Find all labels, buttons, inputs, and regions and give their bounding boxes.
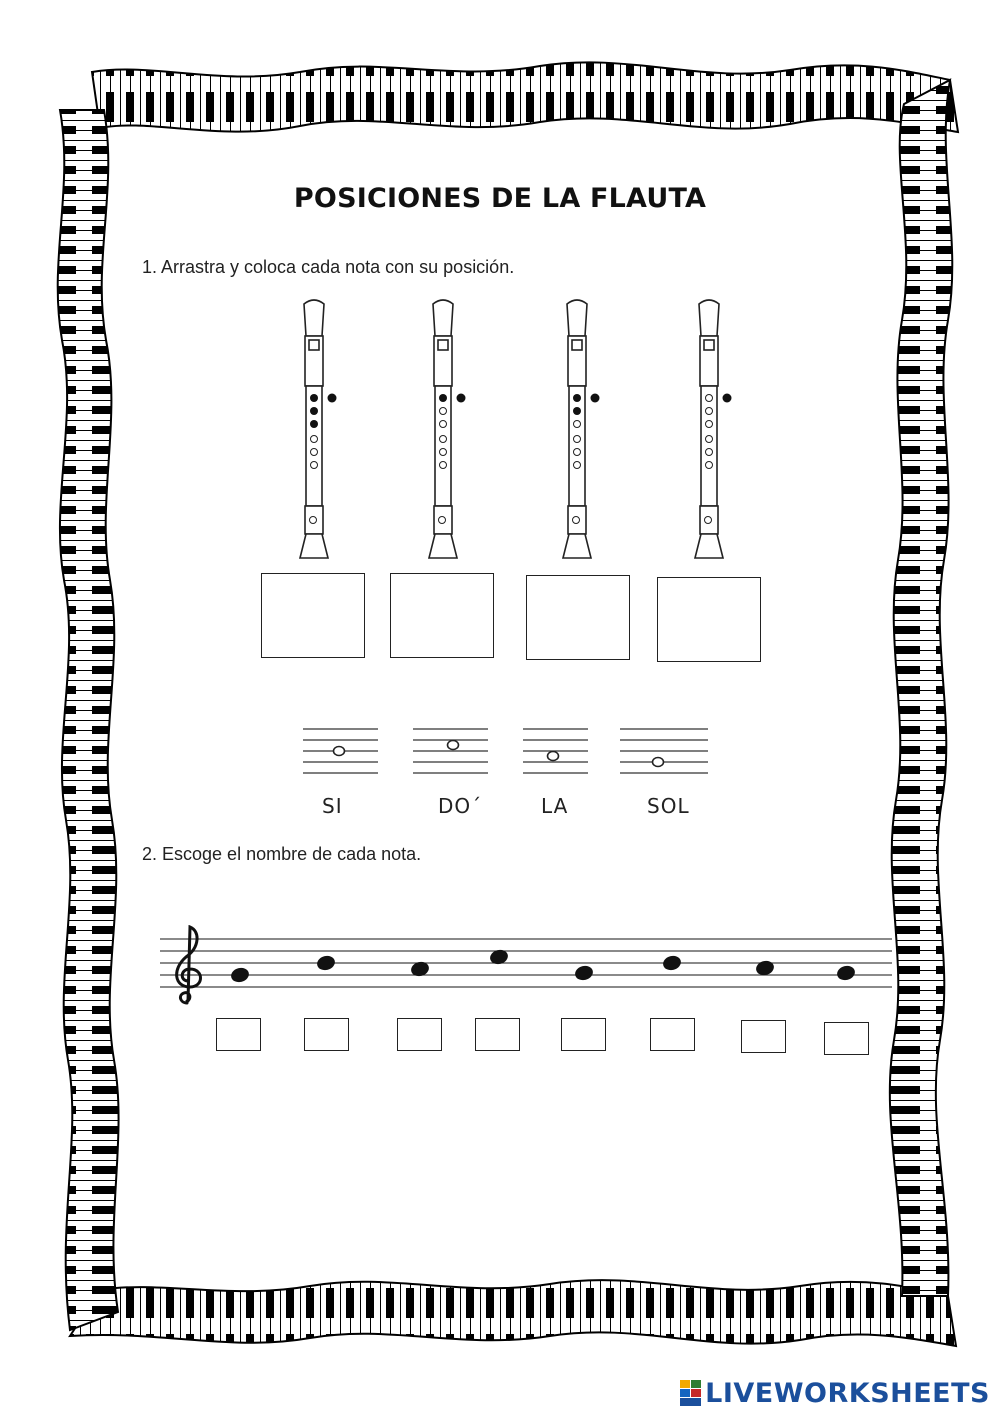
- answer-box-6[interactable]: [650, 1018, 695, 1051]
- melody-staff: [160, 925, 892, 1005]
- note-si-staff[interactable]: [303, 725, 378, 777]
- drop-box-2[interactable]: [390, 573, 494, 658]
- worksheet-title: POSICIONES DE LA FLAUTA: [293, 183, 707, 214]
- note-la-staff[interactable]: [523, 725, 588, 777]
- recorder-fingering-3-icon: [547, 296, 607, 566]
- recorder-fingering-4-icon: [679, 296, 739, 566]
- instruction-1: 1. Arrastra y coloca cada nota con su posición.: [142, 257, 515, 277]
- recorder-fingering-2-icon: [413, 296, 473, 566]
- note-label-si: SI: [322, 794, 343, 818]
- drop-box-1[interactable]: [261, 573, 365, 658]
- answer-box-3[interactable]: [397, 1018, 442, 1051]
- liveworksheets-brand: [680, 1376, 990, 1410]
- recorder-fingering-1-icon: [284, 296, 344, 566]
- liveworksheets-logo-icon: [680, 1380, 702, 1406]
- answer-box-4[interactable]: [475, 1018, 520, 1051]
- answer-box-2[interactable]: [304, 1018, 349, 1051]
- note-label-sol: SOL: [647, 794, 690, 818]
- answer-box-5[interactable]: [561, 1018, 606, 1051]
- note-label-la: LA: [541, 794, 569, 818]
- answer-box-1[interactable]: [216, 1018, 261, 1051]
- note-sol-staff[interactable]: [620, 725, 708, 777]
- drop-box-4[interactable]: [657, 577, 761, 662]
- answer-box-8[interactable]: [824, 1022, 869, 1055]
- answer-box-7[interactable]: [741, 1020, 786, 1053]
- note-do-staff[interactable]: [413, 725, 488, 777]
- brand-name: LIVEWORKSHEETS: [705, 1377, 990, 1409]
- instruction-2: 2. Escoge el nombre de cada nota.: [142, 844, 422, 864]
- drop-box-3[interactable]: [526, 575, 630, 660]
- note-label-do: DO´: [438, 794, 483, 818]
